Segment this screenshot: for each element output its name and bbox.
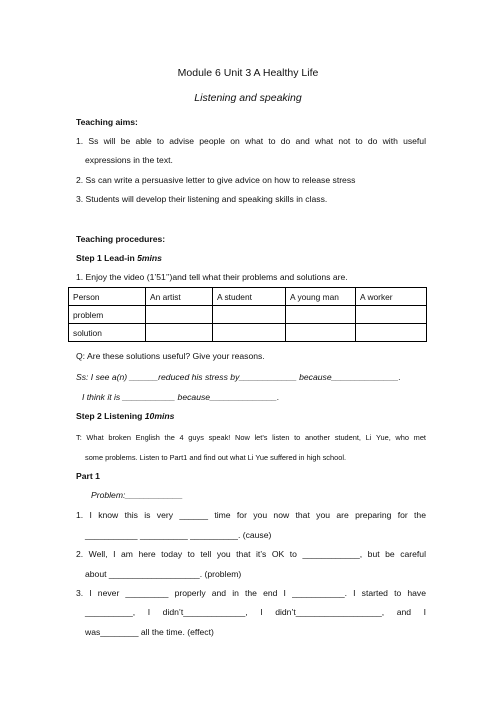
answer-line-1: Ss: I see a(n) ______reduced his stress by____________ because______________. (76, 372, 401, 382)
step1-label: Step 1 Lead-in (76, 253, 138, 263)
exercise-1-line-2: ___________ __________ __________. (cause) (85, 530, 272, 540)
table-row (69, 306, 427, 324)
table-row-label: solution (69, 324, 146, 342)
problem-line: Problem:____________ (91, 490, 183, 500)
table-empty-cell[interactable] (213, 306, 286, 324)
table-empty-cell[interactable] (146, 324, 213, 342)
table-empty-cell[interactable] (356, 324, 427, 342)
step1-instruction: 1. Enjoy the video (1’51’’)and tell what their problems and solutions are. (76, 272, 348, 282)
question-line: Q: Are these solutions useful? Give your reasons. (76, 351, 265, 361)
table-header-cell: An artist (146, 288, 213, 306)
aim-3: 3. Students will develop their listening and speaking skills in class. (76, 194, 328, 204)
exercise-3-line-2: __________, I didn’t_____________, I didn’t__________________, and I (85, 607, 426, 617)
step2-instruction-line-2: some problems. Listen to Part1 and find out what Li Yue suffered in high school. (85, 453, 347, 462)
table-empty-cell[interactable] (146, 306, 213, 324)
step1-time: 5mins (137, 253, 162, 263)
table-empty-cell[interactable] (286, 306, 356, 324)
exercise-2-line-1: 2. Well, I am here today to tell you that it’s OK to ____________, but be careful (76, 549, 426, 559)
step2-label: Step 2 Listening (76, 411, 145, 421)
exercise-1-line-1: 1. I know this is very ______ time for you now that you are preparing for the (76, 510, 426, 520)
step2-heading (76, 411, 174, 422)
page-title: Module 6 Unit 3 A Healthy Life (177, 67, 319, 79)
step2-instruction-line-1: T: What broken English the 4 guys speak! Now let’s listen to another student, Li Yue, who met (76, 433, 426, 442)
teaching-aims-heading: Teaching aims: (76, 117, 138, 127)
table-row (69, 288, 427, 306)
table-header-cell: A worker (356, 288, 427, 306)
step1-heading (76, 253, 162, 264)
exercise-3-line-3: was________ all the time. (effect) (85, 627, 214, 637)
exercise-2-line-2: about ___________________. (problem) (85, 569, 242, 579)
exercise-3-line-1: 3. I never _________ properly and in the end I ___________. I started to have (76, 588, 426, 598)
problems-table (68, 287, 427, 342)
table-header-cell: A young man (286, 288, 356, 306)
aim-1-line-1: 1. Ss will be able to advise people on what to do and what not to do with useful (76, 136, 426, 146)
aim-2: 2. Ss can write a persuasive letter to give advice on how to release stress (76, 175, 356, 185)
table-row (69, 324, 427, 342)
table-empty-cell[interactable] (286, 324, 356, 342)
page-subtitle: Listening and speaking (194, 92, 302, 104)
table-empty-cell[interactable] (213, 324, 286, 342)
procedures-heading: Teaching procedures: (76, 234, 166, 244)
aim-1-line-2: expressions in the text. (85, 155, 173, 165)
table-row-label: problem (69, 306, 146, 324)
table-header-cell: Person (69, 288, 146, 306)
answer-line-2: I think it is ___________ because______________. (82, 392, 280, 402)
table-header-cell: A student (213, 288, 286, 306)
step2-time: 10mins (144, 411, 175, 421)
part1-heading: Part 1 (76, 471, 100, 481)
table-empty-cell[interactable] (356, 306, 427, 324)
